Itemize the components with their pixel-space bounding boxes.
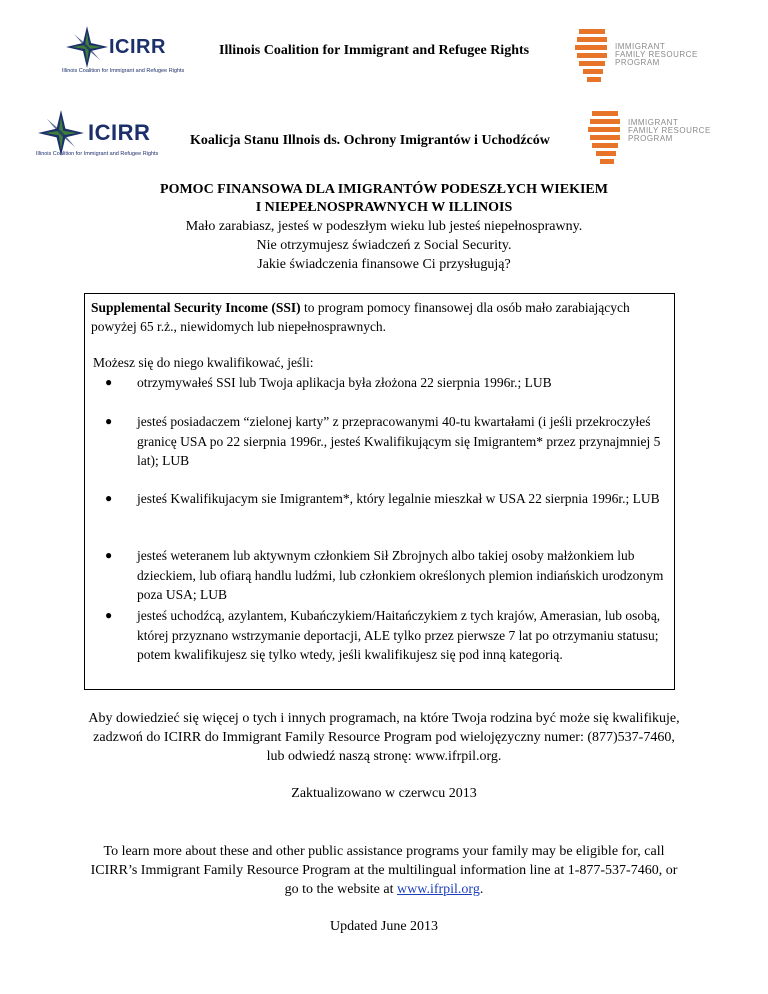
ssi-info-box [84,293,675,690]
list-item [105,489,682,509]
icirr-logo-top [62,26,212,76]
footer-pl-updated: Zaktualizowano w czerwcu 2013 [291,786,477,801]
list-item [105,606,682,665]
ifrp-logo-bottom [588,111,712,171]
ifrp-logo-line-2: FAMILY RESOURCE [615,50,698,59]
illinois-stripes-icon [575,29,609,87]
ifrp-logo-line-1: IMMIGRANT [628,118,679,127]
compass-star-icon [66,26,108,68]
list-item-text: jesteś posiadaczem “zielonej karty” z przepracowanymi 40-tu kwartałami (i jeśli przekroczyłeś granicę USA po 22 sierpnia 1996r., jesteś Kwalifikującym się Imigrantem* przez przynajmniej 5 lat); LUB [137,414,661,468]
bullet-icon: ● [105,491,113,505]
icirr-logo-subtitle: Illinois Coalition for Immigrant and Refugee Rights [36,151,159,157]
footer-en-line-1: To learn more about these and other public assistance programs your family may be eligible for, call [103,844,665,859]
bullet-icon: ● [105,608,113,622]
list-item-text: jesteś weteranem lub aktywnym członkiem Sił Zbrojnych albo takiej osoby małżonkiem lub dzieckiem, lub ofiarą handlu ludźmi, lub członkiem określonych plemion indiańskich urodzonym poza USA; LUB [137,548,664,602]
list-item [105,412,682,471]
ifrp-logo-line-1: IMMIGRANT [615,42,666,51]
icirr-logo-subtitle: Illinois Coalition for Immigrant and Refugee Rights [62,68,185,74]
intro-heading-line-1: POMOC FINANSOWA DLA IMIGRANTÓW PODESZŁYCH WIEKIEM [160,182,608,197]
footer-en-line-3 [0,881,768,899]
icirr-logo-text: ICIRR [88,120,151,145]
footer-en-line-2: ICIRR’s Immigrant Family Resource Program at the multilingual information line at 1-877-537-7460, or [90,863,678,878]
list-item-text: otrzymywałeś SSI lub Twoja aplikacja była złożona 22 sierpnia 1996r.; LUB [137,375,552,390]
ifrp-logo-line-3: PROGRAM [615,58,660,67]
intro-line-2: Nie otrzymujesz świadczeń z Social Security. [256,238,512,253]
footer-pl-line-3: lub odwiedź naszą stronę: www.ifrpil.org. [266,749,502,764]
intro-heading-line-2: I NIEPEŁNOSPRAWNYCH W ILLINOIS [255,200,513,215]
illinois-stripes-icon [588,111,622,169]
website-link[interactable]: www.ifrpil.org [397,882,480,897]
org-title-pl: Koalicja Stanu Illnois ds. Ochrony Imigrantów i Uchodźców [190,133,550,148]
bullet-icon: ● [105,548,113,562]
bullet-icon: ● [105,414,113,428]
ifrp-logo-top [575,29,698,89]
intro-line-3: Jakie świadczenia finansowe Ci przysługują? [257,257,511,272]
ssi-name: Supplemental Security Income (SSI) [91,300,301,315]
list-item-text: jesteś uchodźcą, azylantem, Kubańczykiem/Haitańczykiem z tych krajów, Amerasian, lub osobą, której przyznano wstrzymanie deportacji, ALE tylko przez pierwsze 7 lat po otrzymaniu statusu; potem kwalifikujesz się tylko wtedy, jeśli kwalifikujesz się pod inną kategorią. [137,608,661,662]
footer-en-line-3-suffix: . [479,882,484,897]
footer-en-line-3-prefix: go to the website at [284,882,398,897]
list-item [105,546,682,605]
compass-star-icon [38,110,84,156]
list-item-text: jesteś Kwalifikujacym sie Imigrantem*, który legalnie mieszkał w USA 22 sierpnia 1996r.; LUB [137,491,660,506]
icirr-logo-text: ICIRR [109,36,166,58]
ifrp-logo-line-2: FAMILY RESOURCE [628,126,711,135]
intro-line-1: Mało zarabiasz, jesteś w podeszłym wieku lub jesteś niepełnosprawny. [185,219,583,234]
ifrp-logo-line-3: PROGRAM [628,134,673,143]
qualify-intro: Możesz się do niego kwalifikować, jeśli: [93,355,314,370]
ssi-description [91,299,666,336]
list-item [105,373,682,393]
ssi-description-text: to program pomocy finansowej dla osób mało zarabiających powyżej 65 r.ż., niewidomych lub niepełnosprawnych. [91,300,630,334]
icirr-logo-bottom [36,110,196,162]
footer-pl-line-2: zadzwoń do ICIRR do Immigrant Family Resource Program pod wielojęzyczny numer: (877)537-7460, [93,730,675,745]
bullet-icon: ● [105,375,113,389]
org-title-en: Illinois Coalition for Immigrant and Refugee Rights [219,43,530,58]
footer-pl-line-1: Aby dowiedzieć się więcej o tych i innych programach, na które Twoja rodzina być może się kwalifikuje, [88,711,680,726]
footer-en-updated: Updated June 2013 [329,919,439,934]
